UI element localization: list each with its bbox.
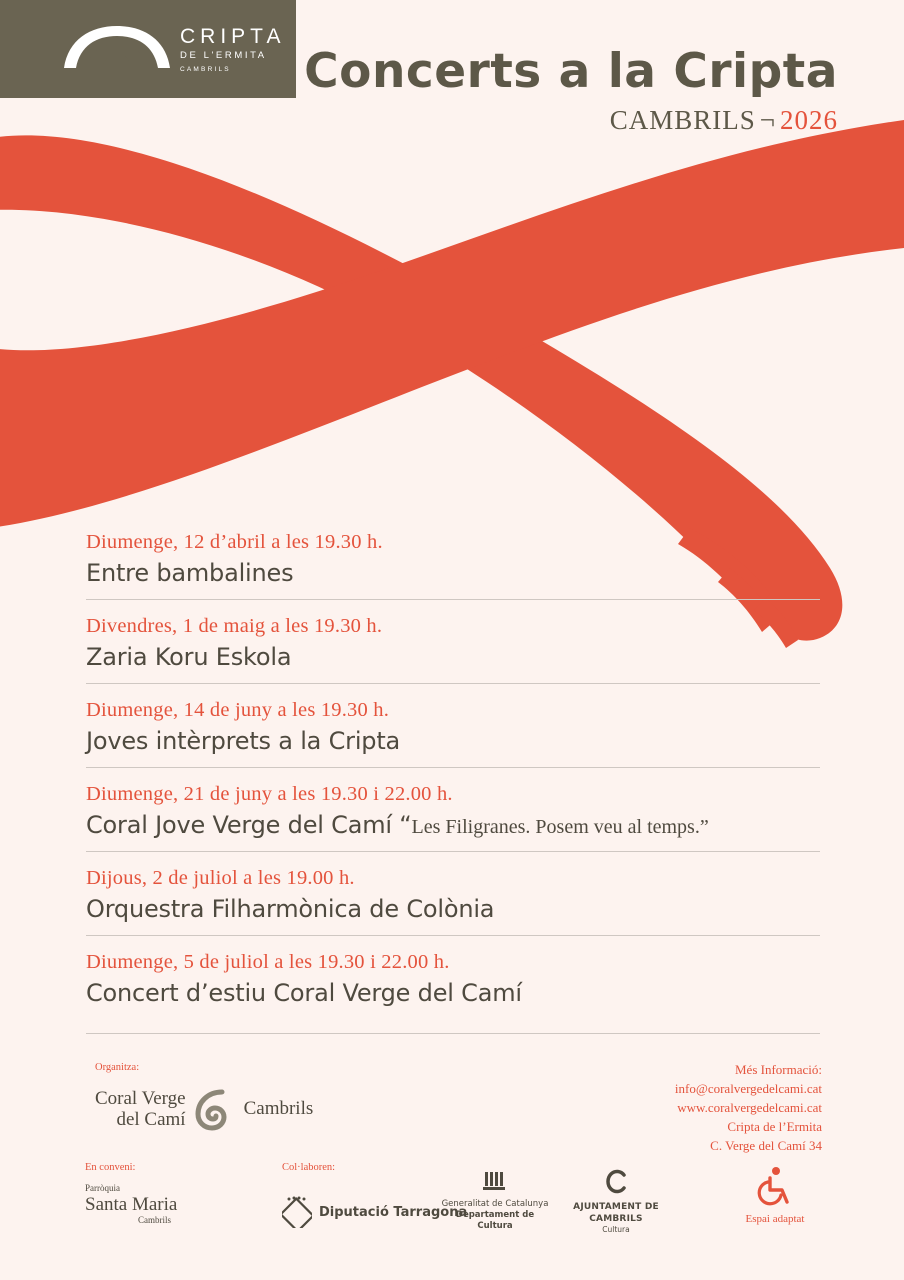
- page-title: Concerts a la Cripta: [304, 44, 838, 99]
- contact-web[interactable]: www.coralvergedelcami.cat: [677, 1100, 822, 1115]
- coral-city: Cambrils: [243, 1098, 314, 1119]
- subtitle-year: 2026: [780, 105, 838, 135]
- ajuntament-line-2: Cultura: [602, 1225, 630, 1234]
- concert-date: Diumenge, 21 de juny a les 19.30 i 22.00 h.: [86, 783, 453, 805]
- generalitat-line-2: Departament de Cultura: [455, 1210, 535, 1231]
- concert-date: Diumenge, 12 d’abril a les 19.30 h.: [86, 531, 383, 553]
- footer-divider: [86, 1033, 820, 1034]
- concert-date: Diumenge, 14 de juny a les 19.30 h.: [86, 699, 390, 721]
- concert-title: [86, 724, 820, 760]
- accessibility-block: [720, 1166, 830, 1225]
- generalitat-line-1: Generalitat de Catalunya: [441, 1199, 549, 1209]
- contact-info: [675, 1060, 822, 1155]
- concert-title-main: Orquestra Filharmònica de Colònia: [86, 895, 495, 923]
- concert-title-main: Coral Jove Verge del Camí “: [86, 811, 412, 839]
- concert-title: [86, 808, 820, 844]
- parroquia-line-3: Cambrils: [138, 1215, 171, 1225]
- diputacio-label: Diputació Tarragona: [319, 1204, 468, 1220]
- cripta-logo-block: [0, 0, 296, 98]
- coral-logo: [95, 1086, 313, 1132]
- contact-email[interactable]: info@coralvergedelcami.cat: [674, 1081, 822, 1096]
- concert-item: [86, 528, 820, 600]
- collaboren-label: Col·laboren:: [282, 1162, 336, 1173]
- page-subtitle: [610, 105, 838, 136]
- ajuntament-line-1: AJUNTAMENT DE CAMBRILS: [573, 1202, 659, 1224]
- coral-name-line-2: del Camí: [116, 1109, 186, 1130]
- concert-item: [86, 948, 820, 1019]
- generalitat-emblem-icon: [482, 1168, 508, 1194]
- diputacio-emblem-icon: [282, 1196, 312, 1228]
- concert-title-main: Entre bambalines: [86, 559, 294, 587]
- parroquia-line-1: Parròquia: [85, 1183, 120, 1193]
- concert-item: [86, 612, 820, 684]
- concert-title: [86, 556, 820, 592]
- concert-date: Dijous, 2 de juliol a les 19.00 h.: [86, 867, 355, 889]
- accessibility-label: Espai adaptat: [745, 1213, 805, 1225]
- logo-line-1: CRIPTA: [180, 25, 286, 48]
- concert-title-main: Zaria Koru Eskola: [86, 643, 292, 671]
- subtitle-city: CAMBRILS: [609, 105, 756, 135]
- concert-title-sub: Les Filigranes. Posem veu al temps.”: [411, 816, 709, 838]
- concert-title: [86, 640, 820, 676]
- arch-bridge-icon: [62, 24, 172, 70]
- footer: [0, 1040, 904, 1280]
- coral-name-line-1: Coral Verge: [95, 1088, 186, 1109]
- contact-venue: Cripta de l’Ermita: [727, 1119, 822, 1134]
- parroquia-logo: [85, 1182, 177, 1226]
- logo-line-3: CAMBRILS: [180, 66, 231, 73]
- concert-title: [86, 976, 820, 1012]
- ajuntament-logo: [554, 1168, 678, 1235]
- concert-title-main: Concert d’estiu Coral Verge del Camí: [86, 979, 522, 1007]
- logo-line-2: DE L'ERMITA: [180, 50, 267, 61]
- wheelchair-icon: [756, 1166, 794, 1206]
- generalitat-logo: [440, 1168, 550, 1232]
- coral-name: [95, 1088, 186, 1130]
- convenio-label: En conveni:: [85, 1162, 136, 1173]
- concert-date: Diumenge, 5 de juliol a les 19.30 i 22.00 h.: [86, 951, 450, 973]
- concert-title: [86, 892, 820, 928]
- cripta-logo-text: [180, 26, 285, 75]
- subtitle-separator: ¬: [759, 105, 776, 135]
- concert-item: [86, 864, 820, 936]
- concert-list: [86, 528, 820, 1031]
- contact-label: Més Informació:: [734, 1062, 822, 1077]
- coral-swirl-icon: [192, 1086, 238, 1132]
- contact-address: C. Verge del Camí 34: [710, 1138, 822, 1153]
- ajuntament-emblem-icon: [604, 1168, 628, 1196]
- concert-date: Divendres, 1 de maig a les 19.30 h.: [86, 615, 383, 637]
- parroquia-line-2: Santa Maria: [85, 1194, 178, 1215]
- concert-item: [86, 780, 820, 852]
- concert-title-main: Joves intèrprets a la Cripta: [86, 727, 401, 755]
- organiza-label: Organitza:: [95, 1062, 140, 1073]
- concert-item: [86, 696, 820, 768]
